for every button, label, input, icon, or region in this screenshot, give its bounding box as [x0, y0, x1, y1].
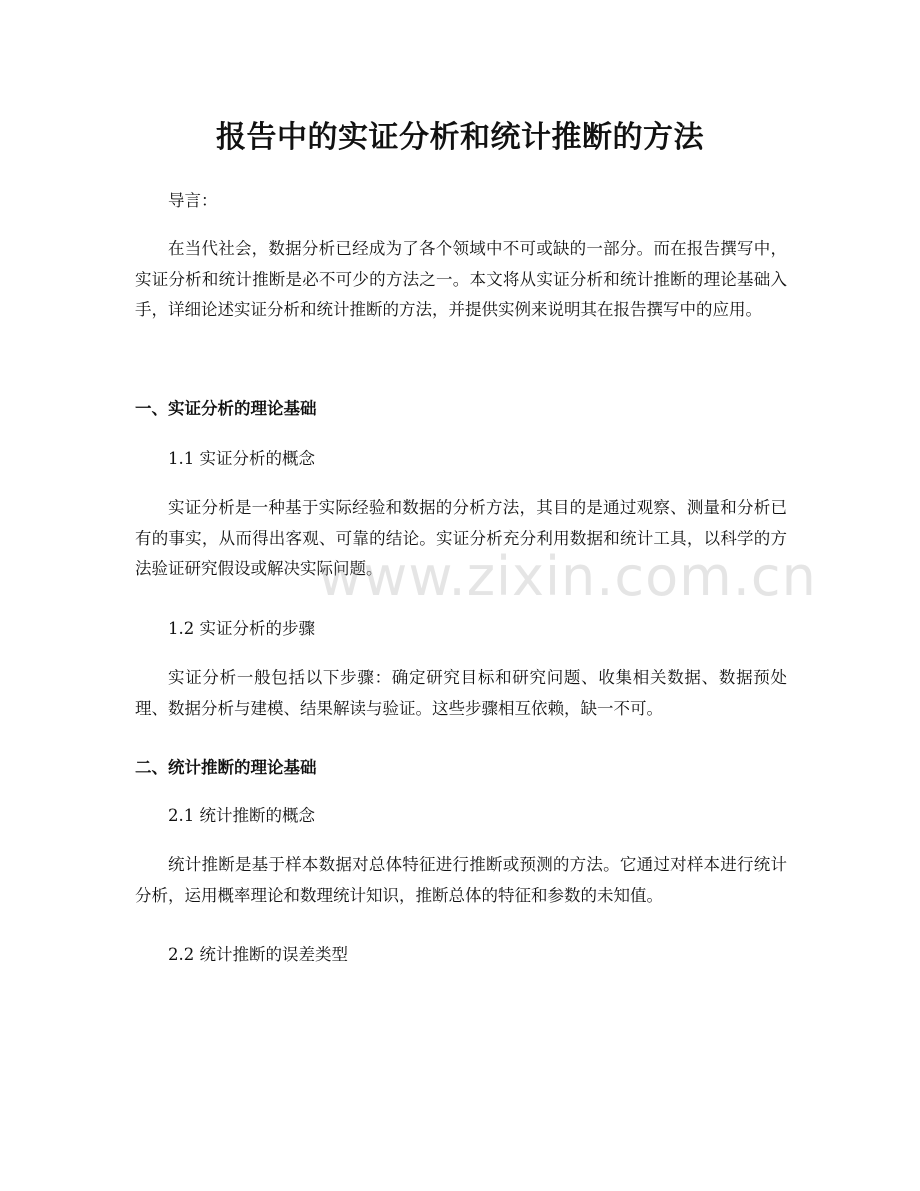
- section-2-1-paragraph: 统计推断是基于样本数据对总体特征进行推断或预测的方法。它通过对样本进行统计分析，运用概率理论和数理统计知识，推断总体的特征和参数的未知值。: [135, 855, 787, 905]
- section-1-2-heading: 1.2 实证分析的步骤: [168, 619, 315, 638]
- watermark: www.zixin.com.cn: [318, 545, 817, 608]
- intro-label: 导言：: [168, 191, 218, 210]
- intro-paragraph: 在当代社会，数据分析已经成为了各个领域中不可或缺的一部分。而在报告撰写中，实证分析和统计推断是必不可少的方法之一。本文将从实证分析和统计推断的理论基础入手，详细论述实证分析和统计推断的方法，并提供实例来说明其在报告撰写中的应用。: [135, 239, 787, 319]
- document-title: 报告中的实证分析和统计推断的方法: [216, 120, 704, 155]
- section-2-1-heading: 2.1 统计推断的概念: [168, 806, 315, 825]
- section-2-2-heading: 2.2 统计推断的误差类型: [168, 945, 348, 964]
- section-1-1-paragraph: 实证分析是一种基于实际经验和数据的分析方法，其目的是通过观察、测量和分析已有的事实，从而得出客观、可靠的结论。实证分析充分利用数据和统计工具，以科学的方法验证研究假设或解决实际问题。: [135, 498, 787, 578]
- section-2-heading: 二、统计推断的理论基础: [135, 758, 317, 777]
- section-1-2-paragraph: 实证分析一般包括以下步骤：确定研究目标和研究问题、收集相关数据、数据预处理、数据分析与建模、结果解读与验证。这些步骤相互依赖，缺一不可。: [135, 668, 787, 718]
- section-1-1-heading: 1.1 实证分析的概念: [168, 449, 315, 468]
- section-1-heading: 一、实证分析的理论基础: [135, 399, 317, 418]
